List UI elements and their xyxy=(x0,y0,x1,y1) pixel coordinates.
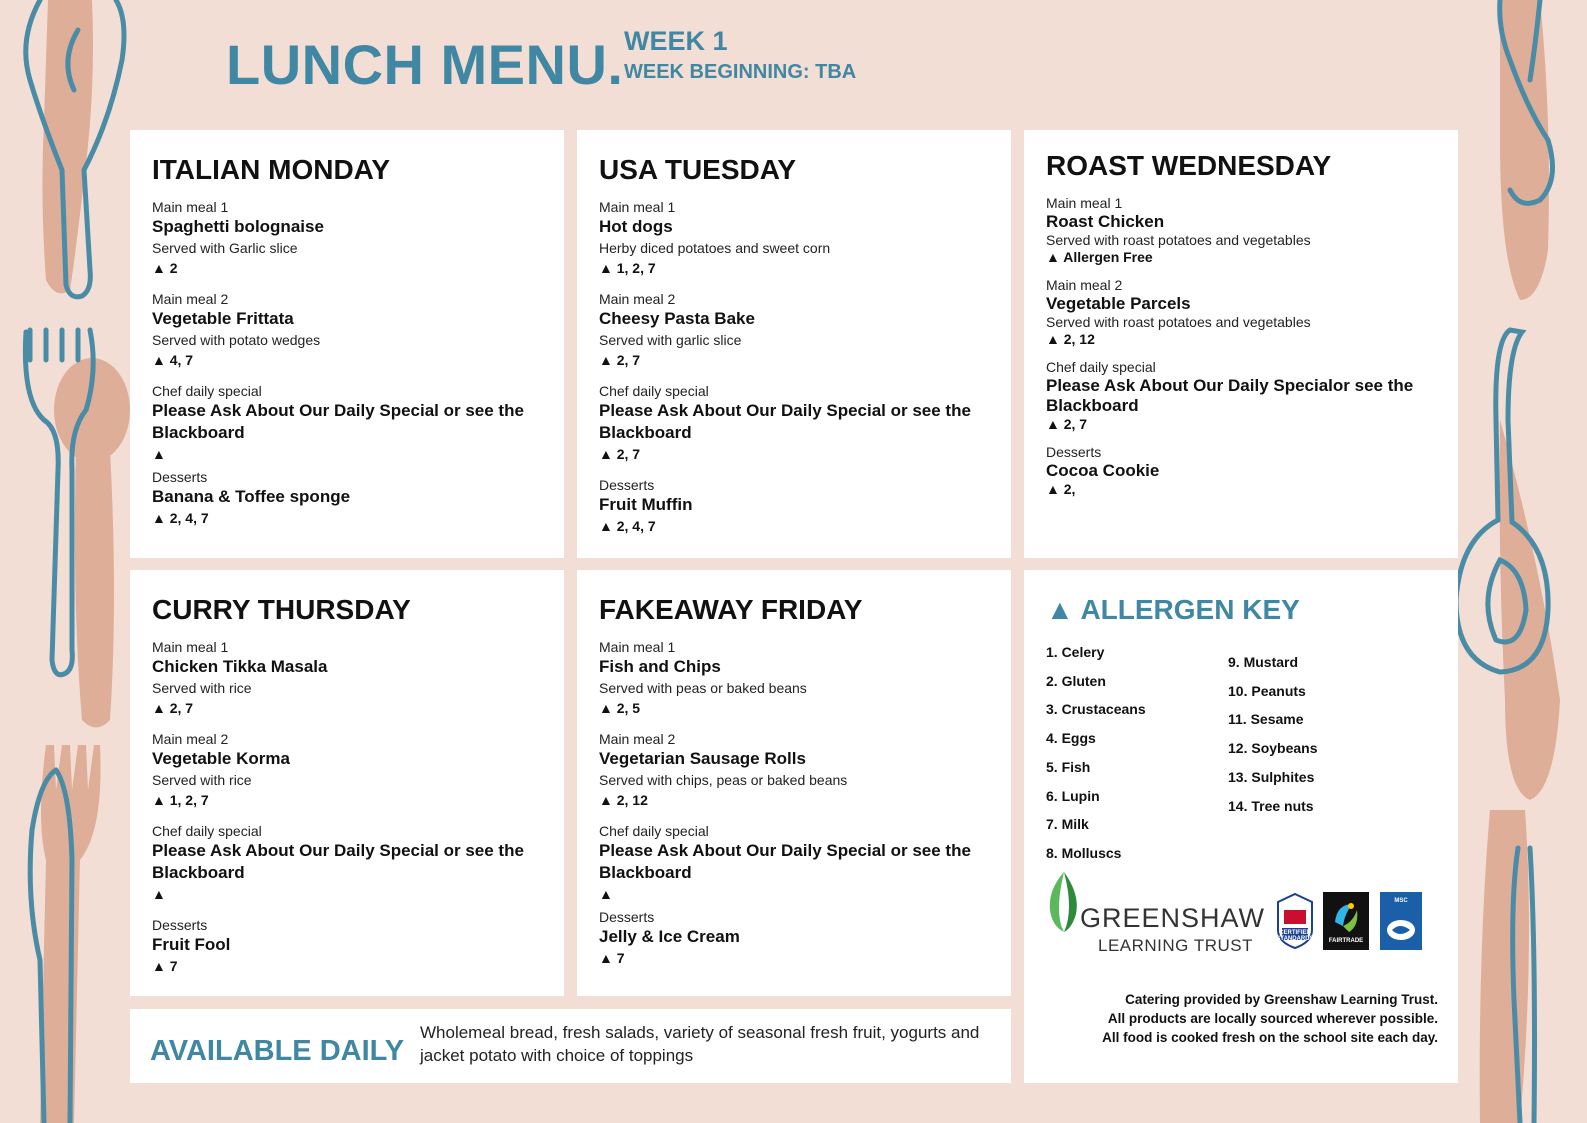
meal-label: Chef daily special xyxy=(599,823,709,839)
allergen-key-item: 4. Eggs xyxy=(1046,730,1096,747)
menu-item xyxy=(1046,443,1438,498)
logo-subtitle: LEARNING TRUST xyxy=(1098,936,1253,955)
dish-name: Please Ask About Our Daily Special or see the Blackboard xyxy=(152,841,524,882)
available-daily-title: AVAILABLE DAILY xyxy=(150,1035,405,1067)
allergen-list: ▲ 7 xyxy=(599,950,625,966)
day-title: ROAST WEDNESDAY xyxy=(1046,150,1332,181)
menu-item xyxy=(152,822,544,904)
meal-label: Chef daily special xyxy=(599,383,709,399)
allergen-key-column-2 xyxy=(1228,638,1410,868)
allergen-list: ▲ 1, 2, 7 xyxy=(599,260,656,276)
meal-label: Main meal 1 xyxy=(152,199,229,215)
allergen-key-item: 14. Tree nuts xyxy=(1228,797,1314,814)
allergen-key-panel xyxy=(1024,570,1458,1083)
served-with: Served with Garlic slice xyxy=(152,240,298,256)
meal-label: Main meal 2 xyxy=(599,291,676,307)
allergen-list: ▲ 1, 2, 7 xyxy=(152,792,209,808)
allergen-list: ▲ 2 xyxy=(152,260,178,276)
meal-label: Main meal 1 xyxy=(599,199,676,215)
menu-item xyxy=(152,916,544,976)
dish-name: Banana & Toffee sponge xyxy=(152,487,351,506)
tuesday-panel xyxy=(577,130,1011,558)
catering-note-line: All products are locally sourced wherever possible. xyxy=(1107,1011,1438,1026)
allergen-key-item: 3. Crustaceans xyxy=(1046,701,1146,718)
served-with: Served with roast potatoes and vegetables xyxy=(1046,314,1311,330)
allergen-key-item: 9. Mustard xyxy=(1228,654,1299,670)
dish-name: Please Ask About Our Daily Special or see the Blackboard xyxy=(599,841,971,882)
meal-label: Desserts xyxy=(152,469,208,485)
allergen-key-item: 10. Peanuts xyxy=(1228,682,1306,699)
allergen-key-item: 8. Molluscs xyxy=(1046,844,1122,861)
allergen-key-item: 1. Celery xyxy=(1046,644,1105,660)
meal-label: Desserts xyxy=(1046,444,1102,460)
served-with: Served with peas or baked beans xyxy=(599,680,807,696)
wednesday-panel xyxy=(1024,130,1458,558)
allergen-list: ▲ xyxy=(152,886,166,902)
allergen-key-item: 11. Sesame xyxy=(1228,711,1304,728)
menu-item xyxy=(599,822,991,904)
dish-name: Vegetable Korma xyxy=(152,749,290,768)
allergen-list: ▲ 2, 7 xyxy=(1046,416,1088,432)
red-tractor-badge xyxy=(1274,892,1316,950)
allergen-key-column-1 xyxy=(1046,638,1228,868)
dish-name: Fruit Muffin xyxy=(599,495,693,514)
meal-label: Main meal 1 xyxy=(1046,195,1123,211)
badge-text: MSC xyxy=(1394,898,1408,904)
meal-label: Desserts xyxy=(152,917,208,933)
menu-item xyxy=(599,198,991,278)
available-daily-text: Wholemeal bread, fresh salads, variety of seasonal fresh fruit, yogurts and jacket potato with choice of toppings xyxy=(420,1023,980,1065)
allergen-key-item: 6. Lupin xyxy=(1046,787,1100,804)
menu-item xyxy=(599,476,991,536)
menu-item xyxy=(152,468,544,528)
menu-item xyxy=(152,730,544,810)
allergen-list: ▲ 2, 4, 7 xyxy=(152,510,209,526)
served-with: Served with chips, peas or baked beans xyxy=(599,772,848,788)
meal-label: Main meal 2 xyxy=(152,291,229,307)
allergen-key-item: 7. Milk xyxy=(1046,816,1089,833)
allergen-list: ▲ 2, 12 xyxy=(599,792,648,808)
dish-name: Roast Chicken xyxy=(1046,212,1165,231)
served-with: Served with garlic slice xyxy=(599,332,742,348)
dish-name: Fruit Fool xyxy=(152,935,231,954)
friday-panel xyxy=(577,570,1011,996)
fairtrade-badge xyxy=(1323,892,1365,950)
served-with: Served with rice xyxy=(152,680,252,696)
allergen-key-item: 5. Fish xyxy=(1046,758,1091,775)
meal-label: Chef daily special xyxy=(152,823,262,839)
allergen-list: ▲ 4, 7 xyxy=(152,352,194,368)
dish-name: Vegetarian Sausage Rolls xyxy=(599,749,806,768)
allergen-list: ▲ 2, 5 xyxy=(599,700,641,716)
dish-name: Please Ask About Our Daily Special or see the Blackboard xyxy=(152,401,524,442)
menu-item xyxy=(599,908,991,968)
meal-label: Desserts xyxy=(599,477,655,493)
allergen-list: ▲ 2, 12 xyxy=(1046,331,1095,347)
day-title: CURRY THURSDAY xyxy=(152,594,411,625)
allergen-list: ▲ 2, xyxy=(1046,481,1076,497)
dish-name: Jelly & Ice Cream xyxy=(599,927,740,946)
week-info xyxy=(624,26,856,84)
allergen-list: ▲ Allergen Free xyxy=(1046,249,1153,265)
meal-label: Main meal 2 xyxy=(1046,277,1123,293)
week-beginning: WEEK BEGINNING: TBA xyxy=(624,61,857,83)
menu-item xyxy=(152,198,544,278)
greenshaw-logo xyxy=(1046,870,1266,960)
meal-label: Main meal 2 xyxy=(152,731,229,747)
allergen-list: ▲ 2, 4, 7 xyxy=(599,518,656,534)
served-with: Served with potato wedges xyxy=(152,332,321,348)
allergen-list: ▲ 2, 7 xyxy=(152,700,194,716)
dish-name: Cocoa Cookie xyxy=(1046,461,1160,480)
dish-name: Fish and Chips xyxy=(599,657,721,676)
catering-note xyxy=(1102,990,1438,1047)
badge-text: CERTIFIED STANDARDS xyxy=(1276,930,1314,942)
menu-item xyxy=(1046,276,1438,348)
allergen-list: ▲ 7 xyxy=(152,958,178,974)
catering-note-line: Catering provided by Greenshaw Learning Trust. xyxy=(1125,992,1438,1007)
dish-name: Chicken Tikka Masala xyxy=(152,657,328,676)
catering-note-line: All food is cooked fresh on the school site each day. xyxy=(1102,1030,1438,1045)
meal-label: Main meal 2 xyxy=(599,731,676,747)
menu-item xyxy=(599,382,991,464)
dish-name: Cheesy Pasta Bake xyxy=(599,309,755,328)
meal-label: Desserts xyxy=(599,909,655,925)
allergen-key-item: 2. Gluten xyxy=(1046,672,1106,689)
meal-label: Main meal 1 xyxy=(152,639,229,655)
leaf-icon xyxy=(1046,870,1082,934)
allergen-list: ▲ xyxy=(152,446,166,462)
allergen-list: ▲ xyxy=(599,886,613,902)
allergen-list: ▲ 2, 7 xyxy=(599,446,641,462)
dish-name: Hot dogs xyxy=(599,217,673,236)
menu-item xyxy=(152,290,544,370)
allergen-key-list xyxy=(1046,638,1438,868)
allergen-key-item: 12. Soybeans xyxy=(1228,740,1318,757)
allergen-key-title: ▲ ALLERGEN KEY xyxy=(1046,594,1300,625)
menu-item xyxy=(599,730,991,810)
week-number: WEEK 1 xyxy=(624,26,728,56)
thursday-panel xyxy=(130,570,564,996)
msc-badge xyxy=(1380,892,1422,950)
monday-panel xyxy=(130,130,564,558)
meal-label: Main meal 1 xyxy=(599,639,676,655)
dish-name: Vegetable Parcels xyxy=(1046,294,1191,313)
served-with: Served with roast potatoes and vegetables xyxy=(1046,232,1311,248)
dish-name: Please Ask About Our Daily Specialor see the Blackboard xyxy=(1046,376,1414,415)
badge-text: FAIRTRADE xyxy=(1328,938,1364,944)
menu-item xyxy=(152,638,544,718)
logo-name: GREENSHAW xyxy=(1080,903,1266,933)
served-with: Herby diced potatoes and sweet corn xyxy=(599,240,831,256)
menu-item xyxy=(599,290,991,370)
dish-name: Please Ask About Our Daily Special or see the Blackboard xyxy=(599,401,971,442)
dish-name: Vegetable Frittata xyxy=(152,309,294,328)
menu-item xyxy=(152,382,544,464)
dish-name: Spaghetti bolognaise xyxy=(152,217,324,236)
allergen-list: ▲ 2, 7 xyxy=(599,352,641,368)
allergen-key-item: 13. Sulphites xyxy=(1228,768,1315,785)
day-title: USA TUESDAY xyxy=(599,154,797,185)
meal-label: Chef daily special xyxy=(152,383,262,399)
day-title: FAKEAWAY FRIDAY xyxy=(599,594,863,625)
available-daily-panel xyxy=(130,1009,1011,1083)
menu-item xyxy=(599,638,991,718)
served-with: Served with rice xyxy=(152,772,252,788)
menu-item xyxy=(1046,358,1438,433)
meal-label: Chef daily special xyxy=(1046,359,1156,375)
day-title: ITALIAN MONDAY xyxy=(152,154,390,185)
menu-item xyxy=(1046,194,1438,266)
page-title: LUNCH MENU. xyxy=(226,33,624,96)
